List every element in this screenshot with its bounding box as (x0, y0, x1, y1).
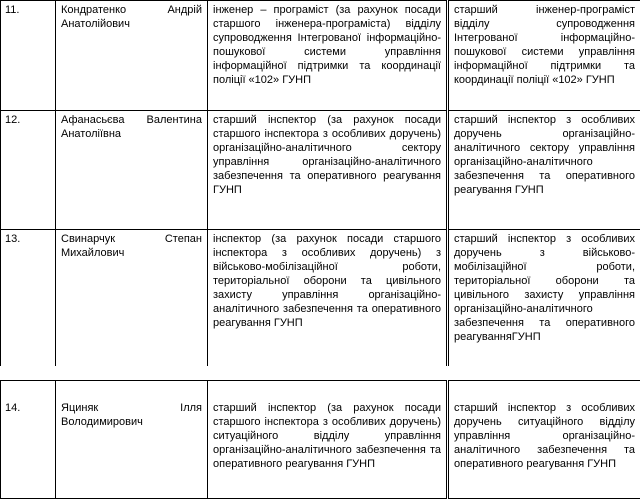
current-position: інспектор (за рахунок посади старшого інспектора з особливих доручень) з військово-мобілізаційної роботи, територіальної оборони та цивільного захисту управління організаційно-аналітичного забезпечення та оперативного реагування ГУНП (208, 230, 448, 367)
page-gap (0, 366, 640, 380)
table-row (1, 111, 640, 230)
table-row (1, 230, 640, 367)
new-position: старший інспектор з особливих доручень ситуаційного відділу управління організаційно-аналітичного забезпечення та оперативного реагування ГУНП (448, 381, 640, 499)
row-number: 12. (1, 111, 56, 230)
current-position: старший інспектор (за рахунок посади старшого інспектора з особливих доручень) ситуаційного відділу управління організаційно-аналітичного забезпечення та оперативного реагування ГУНП (208, 381, 448, 499)
employee-name: Афанасьєва Валентина Анатоліївна (56, 111, 208, 230)
employee-name: Свинарчук Степан Михайлович (56, 230, 208, 367)
table-row (1, 381, 640, 499)
employee-name: Кондратенко Андрій Анатолійович (56, 1, 208, 111)
employee-name: Яциняк Ілля Володимирович (56, 381, 208, 499)
table-row (1, 1, 640, 111)
new-position: старший інспектор з особливих доручень з військово-мобілізаційної роботи, територіальної оборони та цивільного захисту управління організаційно-аналітичного забезпечення та оперативного реагуванняГУНП (448, 230, 640, 367)
personnel-table-continued (0, 380, 640, 499)
row-number: 14. (1, 381, 56, 499)
row-number: 11. (1, 1, 56, 111)
current-position: старший інспектор (за рахунок посади старшого інспектора з особливих доручень) організаційно-аналітичного сектору управління організаційно-аналітичного забезпечення та оперативного реагування ГУНП (208, 111, 448, 230)
current-position: інженер – програміст (за рахунок посади старшого інженера-програміста) відділу супроводження Інтегрованої інформаційно-пошукової системи управління інформаційної підтримки та координації поліції «102» ГУНП (208, 1, 448, 111)
row-number: 13. (1, 230, 56, 367)
new-position: старший інспектор з особливих доручень організаційно-аналітичного сектору управління організаційно-аналітичного забезпечення та оперативного реагування ГУНП (448, 111, 640, 230)
new-position: старший інженер-програміст відділу супроводження Інтегрованої інформаційно-пошукової системи управління інформаційної підтримки та координації поліції «102» ГУНП (448, 1, 640, 111)
